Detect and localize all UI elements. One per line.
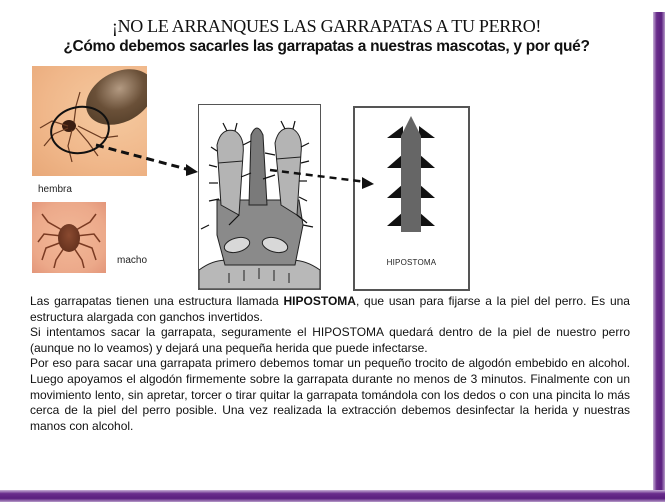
mouthparts-diagram <box>198 104 321 290</box>
hipostoma-label: HIPOSTOMA <box>386 258 437 267</box>
frame-border-right <box>653 12 665 502</box>
page-subtitle: ¿Cómo debemos sacarles las garrapatas a nuestras mascotas, y por qué? <box>63 38 590 55</box>
paragraph-1: Las garrapatas tienen una estructura llamada HIPOSTOMA, que usan para fijarse a la piel del perro. Es una estructura alargada con ganchos invertidos. <box>30 294 630 324</box>
paragraph-3: Por eso para sacar una garrapata primero debemos tomar un pequeño trocito de algodón embebido en alcohol. Luego apoyamos el algodón firmemente sobre la garrapata durante no menos de 3 minutos. Finalmente con un movimiento lento, sin apretar, torcer o tirar quitar la garrapata tomándola con los dedos o con una pincita lo más cerca de la piel del perro posible. Una vez realizada la extracción debemos desinfectar la herida y nuestras manos con alcohol. <box>30 356 630 433</box>
hipostoma-icon <box>355 108 468 248</box>
hipostoma-term: HIPOSTOMA <box>283 294 356 308</box>
tick-mouthparts-icon <box>199 105 320 289</box>
male-label: macho <box>117 255 148 266</box>
paragraph-2: Si intentamos sacar la garrapata, seguramente el HIPOSTOMA quedará dentro de la piel de nuestro perro (aunque no lo veamos) y dejará una pequeña herida que puede infectarse. <box>30 325 630 355</box>
article-body <box>30 294 630 434</box>
hipostoma-diagram <box>353 106 470 291</box>
arrow-head-icon <box>186 164 198 176</box>
female-tick-photo <box>32 66 147 176</box>
female-label: hembra <box>38 184 72 195</box>
male-tick-body <box>58 224 80 252</box>
frame-border-bottom <box>0 490 665 502</box>
page-title: ¡NO LE ARRANQUES LAS GARRAPATAS A TU PERRO! <box>111 16 542 36</box>
male-tick-photo <box>32 202 106 273</box>
